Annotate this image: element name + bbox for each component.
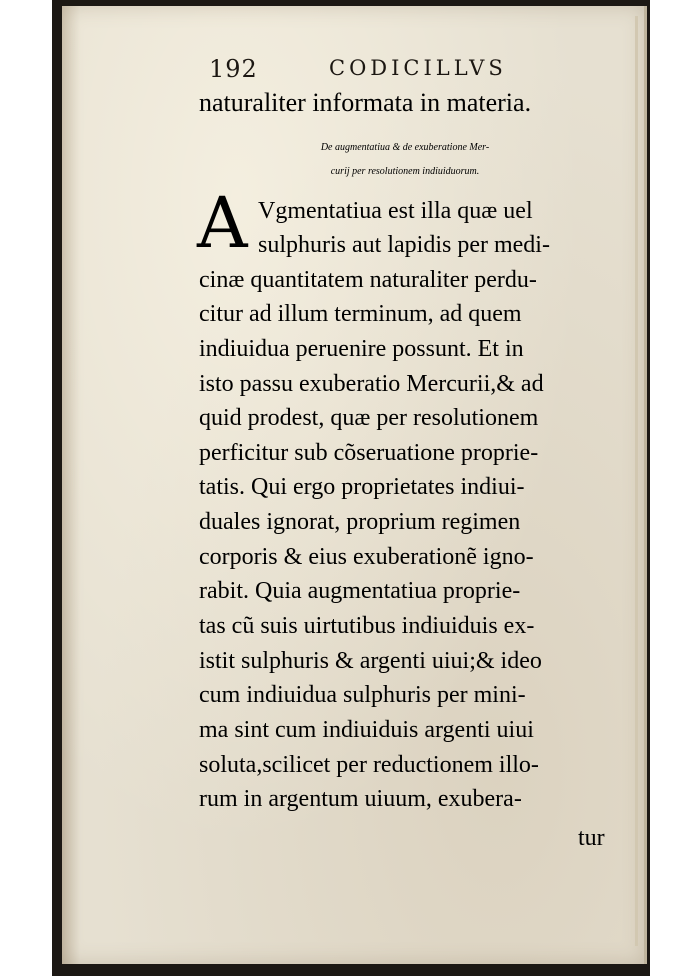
body-line: istit sulphuris & argenti uiui;& ideo <box>199 648 542 674</box>
body-line: perficitur sub cõseruatione proprie- <box>199 440 539 466</box>
lead-line: naturaliter informata in materia. <box>199 88 532 117</box>
body-line: rabit. Quia augmentatiua proprie- <box>199 578 521 604</box>
subtitle-line-1: De augmentatiua & de exuberatione Mer- <box>320 142 490 153</box>
section-subtitle <box>180 136 630 184</box>
body-line: indiuidua peruenire possunt. Et in <box>199 336 524 362</box>
text-block <box>137 52 622 88</box>
body-line: corporis & eius exuberationẽ igno- <box>199 544 534 570</box>
body-line: isto passu exuberatio Mercurii,& ad <box>199 371 544 397</box>
page-edge <box>635 16 638 946</box>
running-title: CODICILLVS <box>329 56 507 80</box>
body-line: quid prodest, quæ per resolutionem <box>199 405 539 431</box>
body-line: cum indiuidua sulphuris per mini- <box>199 682 526 708</box>
drop-cap: A <box>197 182 248 264</box>
body-line: citur ad illum terminum, ad quem <box>199 301 522 327</box>
catchword: tur <box>578 825 605 851</box>
page-header <box>137 52 622 88</box>
body-line: tas cũ suis uirtutibus indiuiduis ex- <box>199 613 535 639</box>
page-number: 192 <box>209 55 258 83</box>
body-line: duales ignorat, proprium regimen <box>199 509 521 535</box>
body-line: tatis. Qui ergo proprietates indiui- <box>199 474 525 500</box>
body-line: soluta,scilicet per reductionem illo- <box>199 752 539 778</box>
body-line: rum in argentum uiuum, exubera- <box>199 786 522 812</box>
body-line: cinæ quantitatem naturaliter perdu- <box>199 267 537 293</box>
subtitle-line-2: curij per resolutionem indiuiduorum. <box>330 166 480 177</box>
body-line: ma sint cum indiuiduis argenti uiui <box>199 717 534 743</box>
body-line: Vgmentatiua est illa quæ uel <box>258 198 533 224</box>
body-line: sulphuris aut lapidis per medi- <box>258 232 550 258</box>
